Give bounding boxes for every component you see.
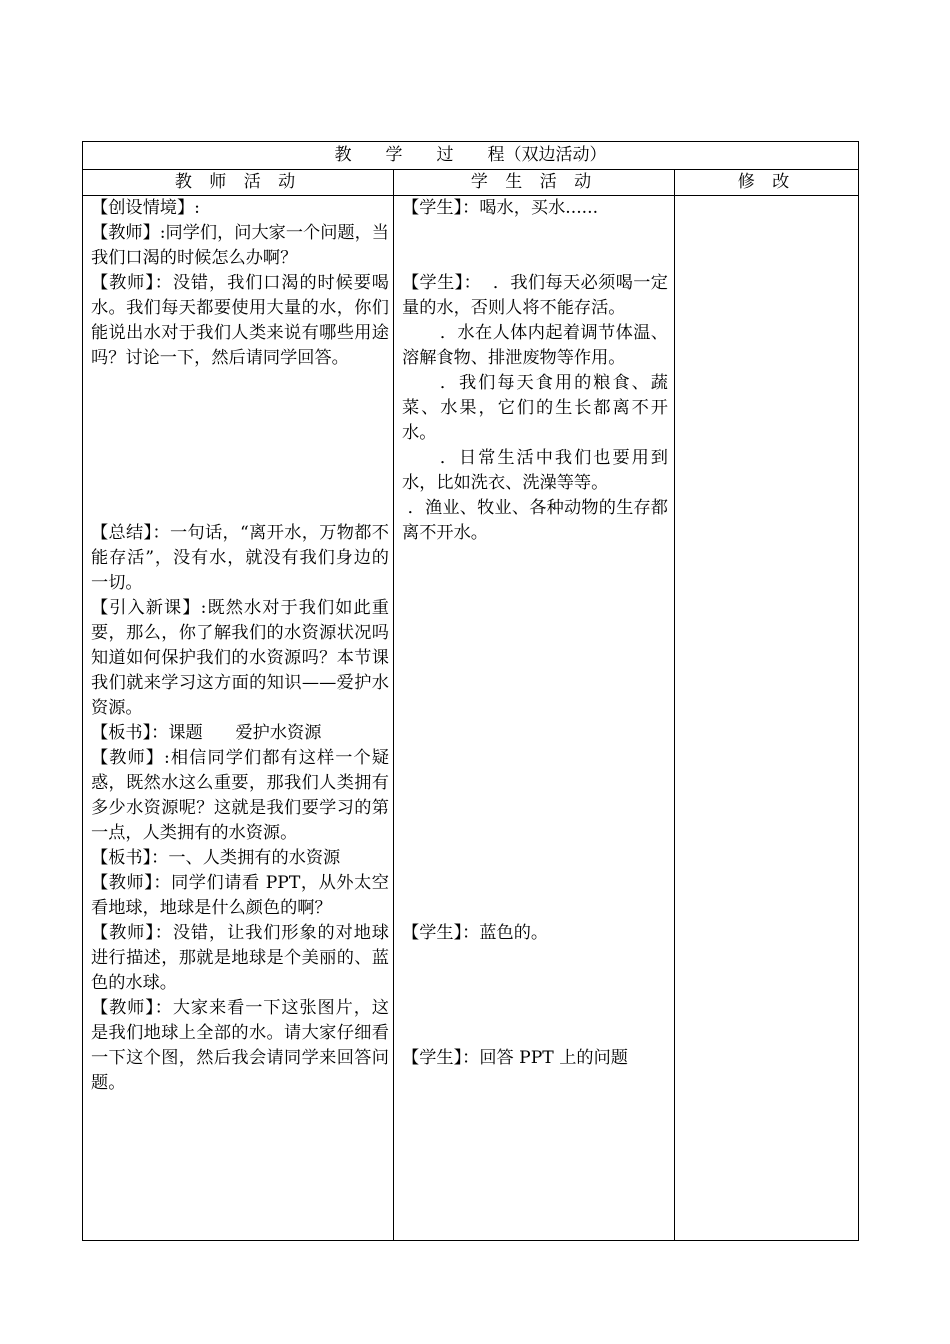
student-block: ．日常生活中我们也要用到水，比如洗衣、洗澡等等。 [402,448,668,493]
teacher-block: 【总结】：一句话，“离开水，万物都不能存活”，没有水，就没有我们身边的一切。 [91,523,389,593]
student-block: 【学生】： ．我们每天必须喝一定量的水，否则人将不能存活。 [402,273,668,318]
spacer [402,221,668,271]
student-block: ．水在人体内起着调节体温、溶解食物、排泄废物等作用。 [402,323,668,368]
student-block: ．渔业、牧业、各种动物的生存都离不开水。 [402,498,668,543]
teacher-block: 【教师】：大家来看一下这张图片，这是我们地球上全部的水。请大家仔细看一下这个图，然后我会请同学来回答问题。 [91,998,389,1093]
teacher-block: 【教师】：没错，让我们形象的对地球进行描述，那就是地球是个美丽的、蓝色的水球。 [91,923,389,993]
student-block: ．我们每天食用的粮食、蔬菜、水果，它们的生长都离不开水。 [402,373,668,443]
table-title: 教 学 过 程（双边活动） [83,142,859,170]
spacer [91,371,389,521]
teacher-block: 【教师】：同学们请看 PPT，从外太空看地球，地球是什么颜色的啊？ [91,873,389,918]
teacher-block: 【板书】：一、人类拥有的水资源 [91,848,341,868]
spacer [402,946,668,1046]
student-activity-cell [394,196,675,1241]
student-block: 【学生】：蓝色的。 [402,923,549,943]
lesson-process-table [82,141,859,1241]
student-block: 【学生】：回答 PPT 上的问题 [402,1048,628,1068]
teacher-block: 【引入新课】:既然水对于我们如此重要，那么，你了解我们的水资源状况吗 知道如何保护我们的水资源吗？本节课我们就来学习这方面的知识——爱护水资源。 [91,598,400,718]
teacher-activity-cell [83,196,400,1241]
spacer [402,546,668,921]
header-revision: 修 改 [675,170,859,196]
teacher-block: 【教师】：没错，我们口渴的时候要喝水。我们每天都要使用大量的水，你们能说出水对于我们人类来说有哪些用途吗？讨论一下，然后请同学回答。 [91,273,389,368]
teacher-block: 【教师】:相信同学们都有这样一个疑惑，既然水这么重要，那我们人类拥有多少水资源呢？这就是我们要学习的第一点，人类拥有的水资源。 [91,748,389,843]
header-teacher-activity: 教 师 活 动 [83,170,394,196]
header-student-activity: 学 生 活 动 [394,170,675,196]
teacher-block: 【创设情境】: [91,198,200,218]
student-block: 【学生】：喝水，买水...... [402,198,599,218]
revision-cell [675,196,859,1241]
teacher-block: 【板书】：课题 爱护水资源 [91,723,322,743]
teacher-block: 【教师】:同学们，问大家一个问题，当我们口渴的时候怎么办啊？ [91,223,389,268]
